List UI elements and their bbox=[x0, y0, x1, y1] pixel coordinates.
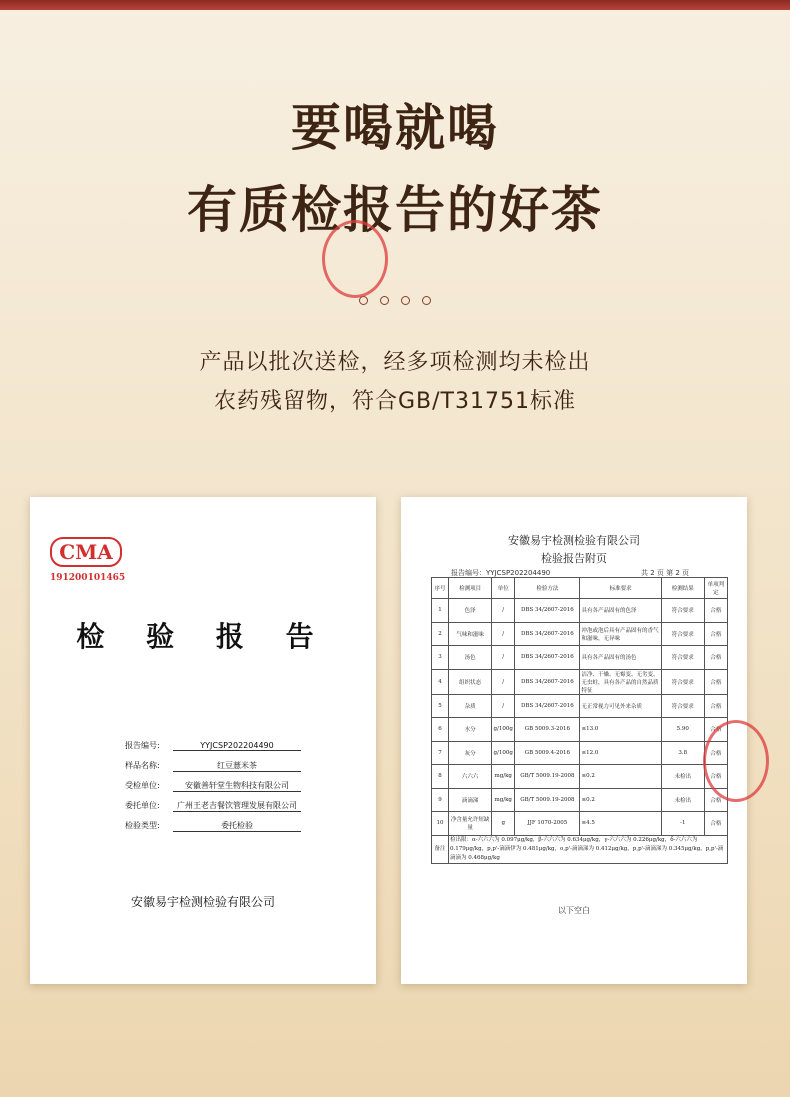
table-row bbox=[432, 669, 728, 694]
table-cell-item: 组织状态 bbox=[449, 669, 492, 694]
table-cell-result: 符合要求 bbox=[661, 646, 704, 670]
report-cover-page bbox=[30, 497, 376, 984]
report-table bbox=[431, 577, 728, 864]
table-cell-req: 洁净、干燥、无霉变、无劣变、无虫蛀，具有各产品的自然品质特征 bbox=[580, 669, 661, 694]
table-cell-method: GB/T 5009.19-2008 bbox=[515, 788, 580, 812]
table-cell-judge: 合格 bbox=[704, 646, 727, 670]
field-label: 委托单位: bbox=[125, 801, 160, 810]
table-cell-result: -1 bbox=[661, 812, 704, 836]
table-row bbox=[432, 812, 728, 836]
table-cell-req: 具有各产品固有的色泽 bbox=[580, 599, 661, 623]
table-cell-item: 滴滴涕 bbox=[449, 788, 492, 812]
table-cell-unit: g/100g bbox=[492, 741, 515, 765]
cover-organization: 安徽易宇检测检验有限公司 bbox=[130, 895, 275, 909]
table-cell-result: 符合要求 bbox=[661, 669, 704, 694]
table-cell-item: 气味和滋味 bbox=[449, 622, 492, 646]
table-cell-result: 5.90 bbox=[661, 718, 704, 742]
table-cell-item: 六六六 bbox=[449, 765, 492, 789]
table-cell-req: ≤0.2 bbox=[580, 788, 661, 812]
decorative-dots bbox=[0, 290, 790, 309]
table-cell-method: JJF 1070-2005 bbox=[515, 812, 580, 836]
header-cell: 标准要求 bbox=[580, 578, 661, 599]
table-cell-result: 符合要求 bbox=[661, 694, 704, 718]
table-cell-unit: / bbox=[492, 646, 515, 670]
cma-logo: CMA bbox=[50, 537, 122, 567]
field-report-no bbox=[125, 740, 301, 751]
table-row bbox=[432, 646, 728, 670]
report-company: 安徽易宇检测检验有限公司 bbox=[508, 534, 640, 547]
table-cell-item: 汤色 bbox=[449, 646, 492, 670]
headline-line-1: 要喝就喝 bbox=[291, 99, 499, 157]
field-value: YYJCSP202204490 bbox=[173, 741, 301, 751]
table-cell-judge: 合格 bbox=[704, 694, 727, 718]
table-note-row bbox=[432, 835, 728, 863]
table-row bbox=[432, 622, 728, 646]
table-cell-judge: 合格 bbox=[704, 599, 727, 623]
table-cell-judge: 合格 bbox=[704, 788, 727, 812]
report-page-info: 共 2 页 第 2 页 bbox=[641, 569, 690, 577]
field-label: 检验类型: bbox=[125, 821, 160, 830]
end-marker: 以下空白 bbox=[558, 906, 590, 915]
table-cell-req: ≤0.2 bbox=[580, 765, 661, 789]
red-seal-stamp bbox=[703, 720, 769, 802]
dot-icon bbox=[422, 296, 431, 305]
report-subtitle: 检验报告附页 bbox=[541, 552, 607, 565]
headline-line-2: 有质检报告的好茶 bbox=[187, 181, 603, 239]
field-client bbox=[125, 800, 301, 812]
field-sample-name bbox=[125, 760, 301, 772]
table-cell-no: 8 bbox=[432, 765, 449, 789]
field-value: 安徽善轩堂生物科技有限公司 bbox=[173, 780, 301, 792]
table-cell-req: 冲泡或泡后具有产品固有的香气和滋味，无异味 bbox=[580, 622, 661, 646]
cover-title: 检 验 报 告 bbox=[76, 620, 330, 653]
note-text: 检出限：α-六六六为 0.097μg/kg，β-六六六为 0.634μg/kg，γ-六六六为 0.226μg/kg，δ-六六六为 0.179μg/kg，p,p'-滴滴伊为 0.481μg/kg，o,p'-滴滴涕为 0.412μg/kg，p,p'-滴滴涕为 0.345μg/kg，p,p'-滴滴滴为 0.468μg/kg bbox=[449, 835, 728, 863]
table-row bbox=[432, 788, 728, 812]
table-cell-method: GB 5009.4-2016 bbox=[515, 741, 580, 765]
table-cell-judge: 合格 bbox=[704, 812, 727, 836]
table-cell-no: 9 bbox=[432, 788, 449, 812]
table-cell-req: 无正常视力可见外来杂质 bbox=[580, 694, 661, 718]
table-cell-method: GB/T 5009.19-2008 bbox=[515, 765, 580, 789]
table-cell-req: 具有各产品固有的汤色 bbox=[580, 646, 661, 670]
field-label: 报告编号: bbox=[125, 741, 160, 750]
table-cell-item: 净含量允许短缺量 bbox=[449, 812, 492, 836]
table-cell-no: 3 bbox=[432, 646, 449, 670]
field-inspected-unit bbox=[125, 780, 301, 792]
table-cell-method: DBS 34/2607-2016 bbox=[515, 622, 580, 646]
dot-icon bbox=[380, 296, 389, 305]
field-label: 受检单位: bbox=[125, 781, 160, 790]
table-cell-no: 10 bbox=[432, 812, 449, 836]
header-cell: 单位 bbox=[492, 578, 515, 599]
subtitle-line-2: 农药残留物，符合GB/T31751标准 bbox=[214, 389, 576, 414]
table-cell-item: 色泽 bbox=[449, 599, 492, 623]
field-value: 红豆薏米茶 bbox=[173, 760, 301, 772]
header-cell: 检测结果 bbox=[661, 578, 704, 599]
field-inspection-type bbox=[125, 820, 301, 832]
field-label: 样品名称: bbox=[125, 761, 160, 770]
table-cell-unit: g/100g bbox=[492, 718, 515, 742]
table-cell-judge: 合格 bbox=[704, 718, 727, 742]
table-header-row bbox=[432, 578, 728, 599]
table-cell-unit: / bbox=[492, 694, 515, 718]
table-cell-judge: 合格 bbox=[704, 765, 727, 789]
table-cell-result: 未检出 bbox=[661, 788, 704, 812]
note-label: 备注 bbox=[432, 835, 449, 863]
table-cell-no: 1 bbox=[432, 599, 449, 623]
header-cell: 检测项目 bbox=[449, 578, 492, 599]
table-cell-item: 水分 bbox=[449, 718, 492, 742]
table-cell-req: ≤13.0 bbox=[580, 718, 661, 742]
table-cell-result: 未检出 bbox=[661, 765, 704, 789]
table-cell-result: 符合要求 bbox=[661, 622, 704, 646]
table-cell-judge: 合格 bbox=[704, 622, 727, 646]
table-cell-item: 杂质 bbox=[449, 694, 492, 718]
report-appendix-page bbox=[401, 497, 747, 984]
table-cell-no: 4 bbox=[432, 669, 449, 694]
table-cell-unit: / bbox=[492, 622, 515, 646]
table-cell-no: 7 bbox=[432, 741, 449, 765]
table-cell-method: GB 5009.3-2016 bbox=[515, 718, 580, 742]
report-number: 报告编号：YYJCSP202204490 bbox=[451, 569, 551, 577]
table-cell-judge: 合格 bbox=[704, 741, 727, 765]
table-cell-unit: mg/kg bbox=[492, 788, 515, 812]
header-cell: 序号 bbox=[432, 578, 449, 599]
table-cell-result: 符合要求 bbox=[661, 599, 704, 623]
table-cell-unit: g bbox=[492, 812, 515, 836]
table-cell-method: DBS 34/2607-2016 bbox=[515, 599, 580, 623]
table-cell-unit: mg/kg bbox=[492, 765, 515, 789]
header-cell: 检验方法 bbox=[515, 578, 580, 599]
field-value: 广州王老吉餐饮管理发展有限公司 bbox=[173, 800, 301, 812]
dot-icon bbox=[401, 296, 410, 305]
table-cell-unit: / bbox=[492, 669, 515, 694]
table-cell-req: ≤4.5 bbox=[580, 812, 661, 836]
table-cell-item: 灰分 bbox=[449, 741, 492, 765]
subtitle-line-1: 产品以批次送检，经多项检测均未检出 bbox=[199, 350, 591, 375]
table-row bbox=[432, 765, 728, 789]
top-accent-bar bbox=[0, 0, 790, 10]
table-cell-method: DBS 34/2607-2016 bbox=[515, 646, 580, 670]
table-row bbox=[432, 718, 728, 742]
red-seal-stamp bbox=[322, 220, 388, 298]
cma-mark: MA bbox=[75, 540, 113, 564]
table-cell-req: ≤12.0 bbox=[580, 741, 661, 765]
table-cell-method: DBS 34/2607-2016 bbox=[515, 669, 580, 694]
header-cell: 单项判定 bbox=[704, 578, 727, 599]
table-cell-no: 6 bbox=[432, 718, 449, 742]
cma-number: 191200101465 bbox=[50, 573, 126, 583]
table-row bbox=[432, 694, 728, 718]
field-value: 委托检验 bbox=[173, 820, 301, 832]
table-cell-judge: 合格 bbox=[704, 669, 727, 694]
table-row bbox=[432, 741, 728, 765]
table-cell-result: 3.8 bbox=[661, 741, 704, 765]
table-cell-method: DBS 34/2607-2016 bbox=[515, 694, 580, 718]
table-row bbox=[432, 599, 728, 623]
table-cell-no: 5 bbox=[432, 694, 449, 718]
table-cell-no: 2 bbox=[432, 622, 449, 646]
table-cell-unit: / bbox=[492, 599, 515, 623]
